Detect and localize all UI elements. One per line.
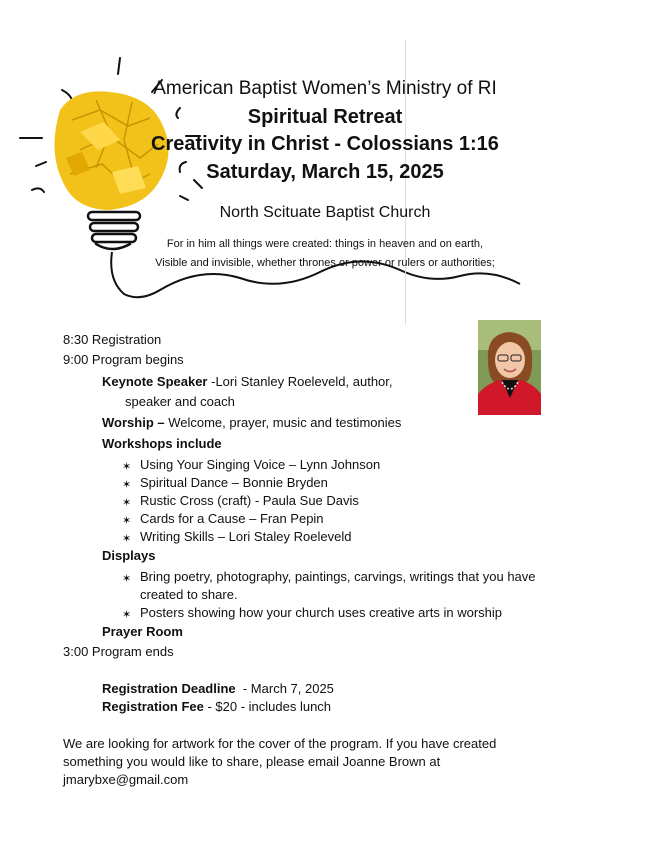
- verse-line-2: Visible and invisible, whether thrones or power or rulers or authorities;: [155, 257, 495, 269]
- speaker-photo: [478, 320, 541, 415]
- workshop-item: Rustic Cross (craft) - Paula Sue Davis: [140, 493, 359, 508]
- keynote-label: Keynote Speaker: [102, 374, 208, 389]
- footer-line-1: We are looking for artwork for the cover of the program. If you have created: [63, 736, 497, 751]
- theme-title: Creativity in Christ - Colossians 1:16: [151, 133, 499, 155]
- event-date: Saturday, March 15, 2025: [206, 161, 444, 183]
- retreat-title: Spiritual Retreat: [247, 106, 403, 128]
- contact-email[interactable]: jmarybxe@gmail.com: [63, 772, 189, 787]
- program-begins: 9:00 Program begins: [63, 352, 184, 367]
- six-point-star-icon: ✶: [122, 461, 132, 473]
- workshops-label: Workshops include: [102, 436, 222, 451]
- display-item-1-line-1: Bring poetry, photography, paintings, carvings, writings that you have: [140, 569, 536, 584]
- deadline-label: Registration Deadline: [102, 681, 236, 696]
- deadline-text: - March 7, 2025: [235, 681, 334, 696]
- worship-text: Welcome, prayer, music and testimonies: [164, 415, 402, 430]
- six-point-star-icon: ✶: [122, 479, 132, 491]
- six-point-star-icon: ✶: [122, 609, 132, 621]
- display-item-2: Posters showing how your church uses creative arts in worship: [140, 605, 502, 620]
- program-ends: 3:00 Program ends: [63, 644, 174, 659]
- verse-line-1: For in him all things were created: things in heaven and on earth,: [166, 238, 484, 250]
- workshop-item: Spiritual Dance – Bonnie Bryden: [140, 475, 328, 490]
- keynote-text: -Lori Stanley Roeleveld, author,: [207, 374, 393, 389]
- six-point-star-icon: ✶: [122, 573, 132, 585]
- workshop-item: Writing Skills – Lori Staley Roeleveld: [140, 529, 352, 544]
- fee-text: - $20 - includes lunch: [203, 699, 332, 714]
- six-point-star-icon: ✶: [122, 515, 132, 527]
- worship-label: Worship –: [102, 415, 165, 430]
- fee-label: Registration Fee: [102, 699, 204, 714]
- workshop-item: Cards for a Cause – Fran Pepin: [140, 511, 324, 526]
- keynote-text-2: speaker and coach: [125, 394, 235, 409]
- workshop-item: Using Your Singing Voice – Lynn Johnson: [140, 457, 381, 472]
- registration-deadline: [102, 680, 334, 698]
- org-title: American Baptist Women’s Ministry of RI: [153, 78, 497, 99]
- footer-line-2: something you would like to share, please email Joanne Brown at: [63, 754, 441, 769]
- registration-time: 8:30 Registration: [63, 332, 162, 347]
- prayer-room: Prayer Room: [102, 624, 183, 639]
- six-point-star-icon: ✶: [122, 497, 132, 509]
- display-item-1-line-2: created to share.: [140, 587, 238, 602]
- registration-fee: [102, 698, 331, 716]
- six-point-star-icon: ✶: [122, 533, 132, 545]
- keynote-line: [102, 373, 393, 391]
- displays-label: Displays: [102, 548, 156, 563]
- worship-line: [102, 414, 401, 432]
- church-name: North Scituate Baptist Church: [219, 204, 431, 221]
